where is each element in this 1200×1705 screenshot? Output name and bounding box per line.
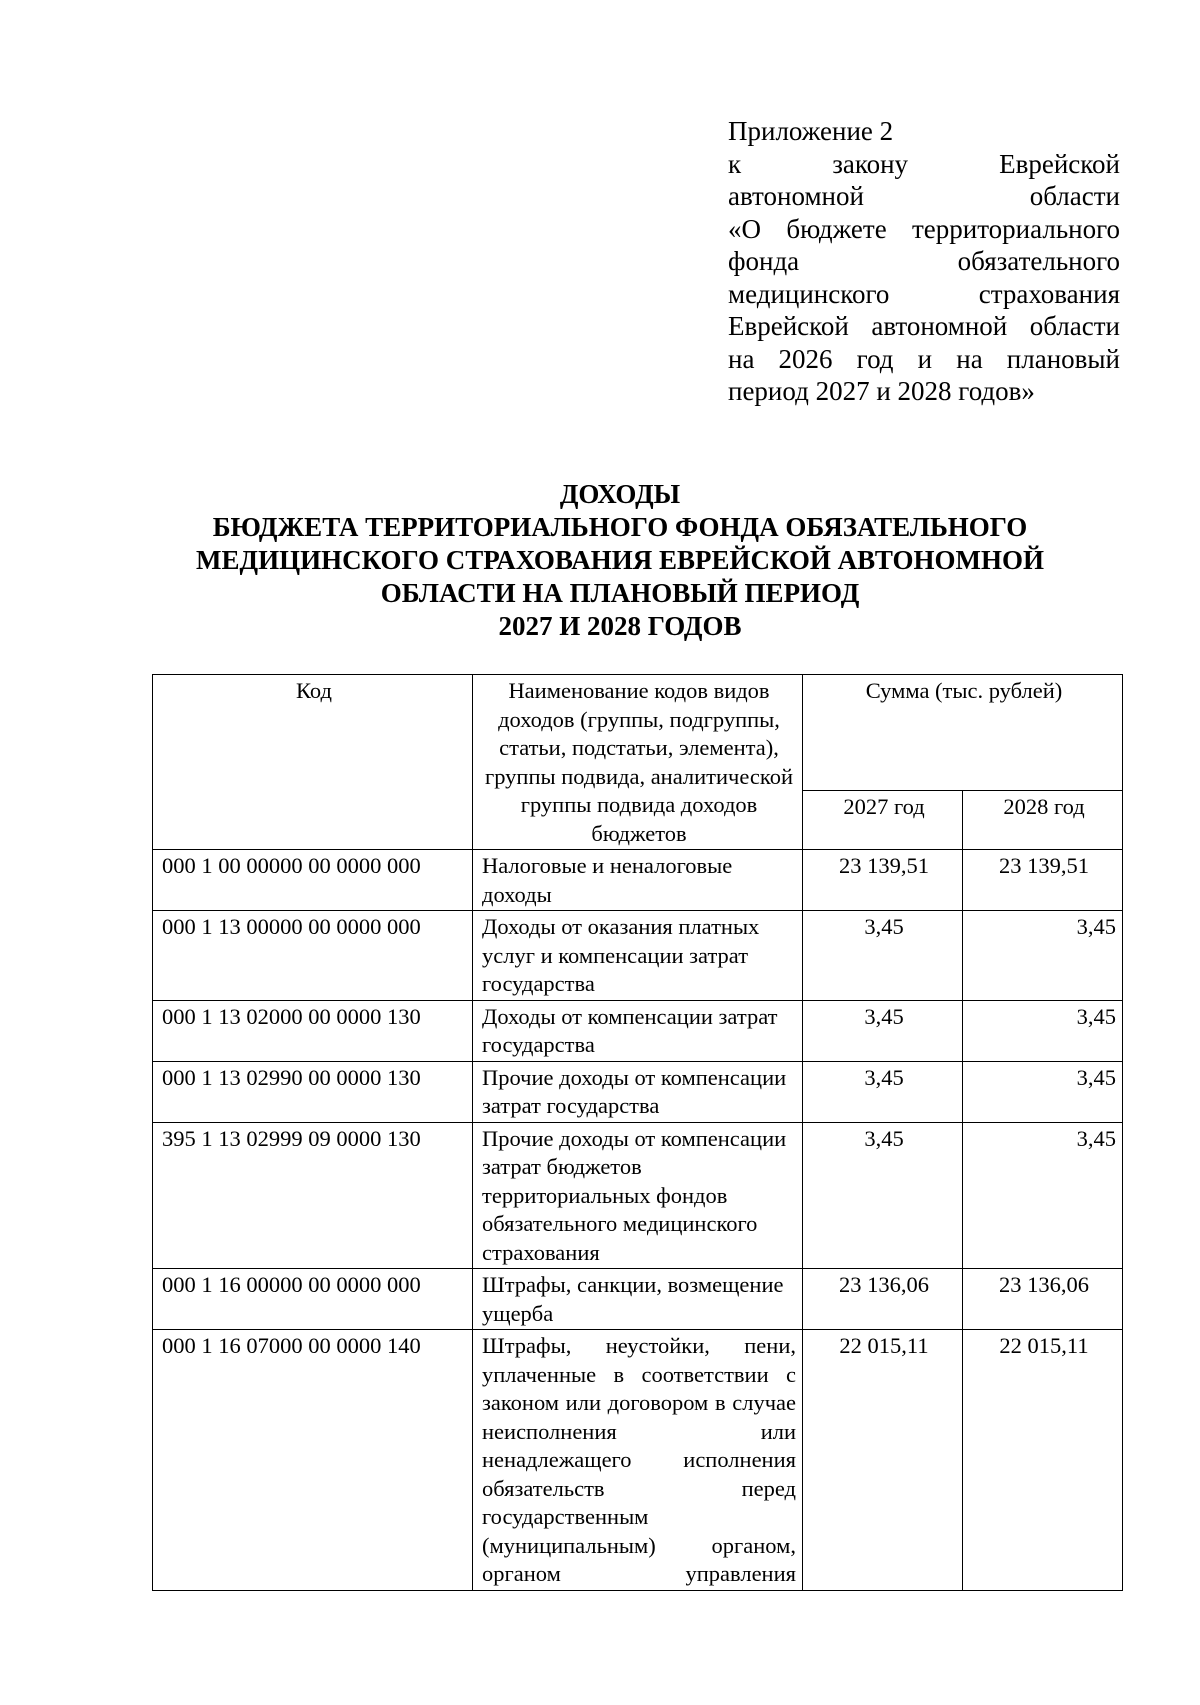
table-row <box>153 1269 1123 1330</box>
row-code: 000 1 13 02990 00 0000 130 <box>153 1061 473 1122</box>
heading-line: БЮДЖЕТА ТЕРРИТОРИАЛЬНОГО ФОНДА ОБЯЗАТЕЛЬНОГО <box>212 512 1028 542</box>
row-value-2028: 23 139,51 <box>963 850 1123 911</box>
heading-line: ДОХОДЫ <box>559 479 681 509</box>
row-value-2028: 22 015,11 <box>963 1330 1123 1591</box>
appendix-line: Приложение 2 <box>728 116 894 146</box>
row-code: 395 1 13 02999 09 0000 130 <box>153 1122 473 1269</box>
row-name: Доходы от оказания платных услуг и компенсации затрат государства <box>473 911 803 1001</box>
row-value-2027: 3,45 <box>803 1122 963 1269</box>
document-heading <box>140 478 1100 643</box>
row-value-2027: 23 139,51 <box>803 850 963 911</box>
row-value-2028: 23 136,06 <box>963 1269 1123 1330</box>
table-row <box>153 1330 1123 1591</box>
row-value-2028: 3,45 <box>963 1000 1123 1061</box>
row-name: Налоговые и неналоговые доходы <box>473 850 803 911</box>
heading-line: 2027 И 2028 ГОДОВ <box>498 611 742 641</box>
appendix-block <box>728 115 1120 408</box>
row-value-2027: 3,45 <box>803 1061 963 1122</box>
header-code: Код <box>153 675 473 850</box>
row-name: Доходы от компенсации затрат государства <box>473 1000 803 1061</box>
income-table <box>152 674 1123 1591</box>
header-year-2027: 2027 год <box>803 791 963 850</box>
heading-line: МЕДИЦИНСКОГО СТРАХОВАНИЯ ЕВРЕЙСКОЙ АВТОНОМНОЙ <box>196 545 1044 575</box>
table-row <box>153 1122 1123 1269</box>
header-sum: Сумма (тыс. рублей) <box>803 675 1123 791</box>
row-value-2028: 3,45 <box>963 1122 1123 1269</box>
table-row <box>153 1000 1123 1061</box>
heading-line: ОБЛАСТИ НА ПЛАНОВЫЙ ПЕРИОД <box>380 578 860 608</box>
row-value-2027: 3,45 <box>803 1000 963 1061</box>
header-year-2028: 2028 год <box>963 791 1123 850</box>
appendix-line: фонда обязательного <box>728 246 1120 276</box>
table-row <box>153 1061 1123 1122</box>
row-value-2027: 22 015,11 <box>803 1330 963 1591</box>
row-name: Прочие доходы от компенсации затрат бюджетов территориальных фондов обязательного медицинского страхования <box>473 1122 803 1269</box>
appendix-line: Еврейской автономной области <box>728 311 1120 341</box>
row-code: 000 1 13 00000 00 0000 000 <box>153 911 473 1001</box>
appendix-line: «О бюджете территориального <box>728 213 1120 244</box>
row-value-2028: 3,45 <box>963 1061 1123 1122</box>
row-value-2027: 23 136,06 <box>803 1269 963 1330</box>
row-code: 000 1 16 07000 00 0000 140 <box>153 1330 473 1591</box>
appendix-line: период 2027 и 2028 годов» <box>728 376 1035 406</box>
header-name: Наименование кодов видов доходов (группы, подгруппы, статьи, подстатьи, элемента), группы подвида, аналитической группы подвида доходов бюджетов <box>473 675 803 850</box>
appendix-line: медицинского страхования <box>728 278 1120 309</box>
appendix-line: на 2026 год и на плановый <box>728 343 1120 374</box>
table-row <box>153 850 1123 911</box>
row-code: 000 1 00 00000 00 0000 000 <box>153 850 473 911</box>
row-name: Прочие доходы от компенсации затрат государства <box>473 1061 803 1122</box>
row-name: Штрафы, санкции, возмещение ущерба <box>473 1269 803 1330</box>
table-row <box>153 911 1123 1001</box>
appendix-line: к закону Еврейской <box>728 148 1120 179</box>
row-name: Штрафы, неустойки, пени, уплаченные в соответствии с законом или договором в случае неисполнения или ненадлежащего исполнения обязательств перед государственным (муниципальным) органом, органом управления <box>473 1330 803 1591</box>
row-code: 000 1 16 00000 00 0000 000 <box>153 1269 473 1330</box>
row-value-2028: 3,45 <box>963 911 1123 1001</box>
row-value-2027: 3,45 <box>803 911 963 1001</box>
row-code: 000 1 13 02000 00 0000 130 <box>153 1000 473 1061</box>
appendix-line: автономной области <box>728 181 1120 211</box>
